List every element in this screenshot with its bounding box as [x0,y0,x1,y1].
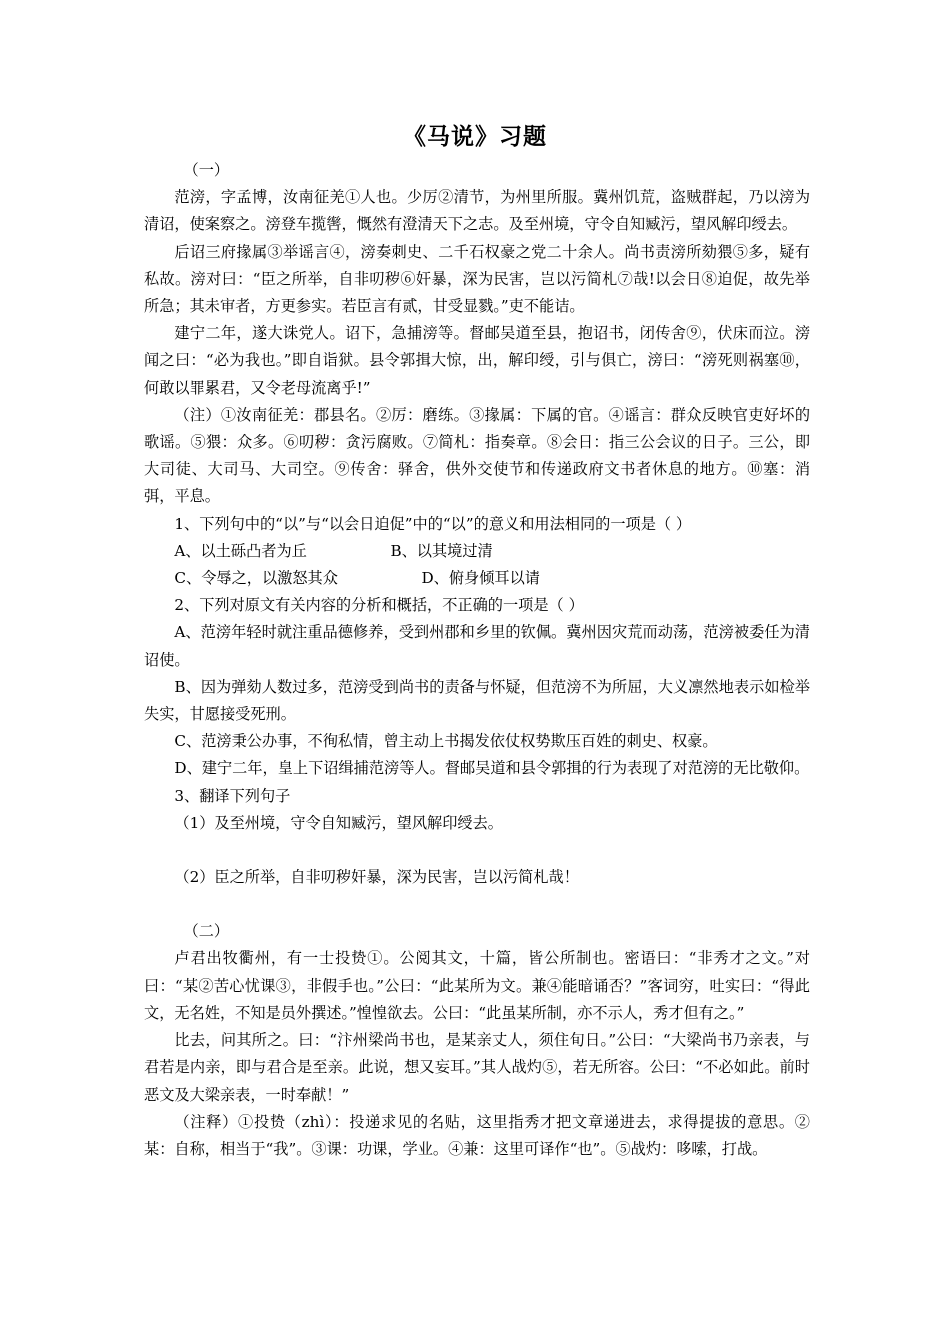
question-3: 3、翻译下列句子 [174,786,291,805]
passage-paragraph: 比去，问其所之。曰：“汴州梁尚书也，是某亲丈人，须住旬日。”公曰：“大梁尚书乃亲表，与君若是内亲，即与君合是至亲。此说，想又妄耳。”其人战灼⑤，若无所容。公曰：“不必如此。前时恶文及大梁亲表，一时奉献！” [144,1031,810,1104]
section-two-label: （二） [183,922,230,941]
question-2-option-c: C、范滂秉公办事，不徇私情，曾主动上书揭发依仗权势欺压百姓的刺史、权豪。 [174,732,718,751]
passage-paragraph: 后诏三府掾属③举谣言④，滂奏刺史、二千石权豪之党二十余人。尚书责滂所劾猥⑤多，疑有私故。滂对曰：“臣之所举，自非叨秽⑥奸暴，深为民害，岂以污简札⑦哉!以会日⑧迫促，故先举所急；其未审者，方更参实。若臣言有贰，甘受显戮。”吏不能诘。 [144,242,810,316]
question-2: 2、下列对原文有关内容的分析和概括，不正确的一项是（ ） [174,596,584,615]
passage-paragraph: 卢君出牧衢州，有一士投贽①。公阅其文，十篇，皆公所制也。密语曰：“非秀才之文。”对曰：“某②苦心忧课③，非假手也。”公曰：“此某所为文。兼④能暗诵否？”客词穷，吐实曰：“得此文，无名姓，不知是员外撰述。”惶惶欲去。公曰：“此虽某所制，亦不示人，秀才但有之。” [144,949,810,1022]
passage-paragraph: 范滂，字孟博，汝南征羌①人也。少厉②清节，为州里所服。冀州饥荒，盗贼群起，乃以滂为清诏，使案察之。滂登车揽辔，慨然有澄清天下之志。及至州境，守令自知臧污，望风解印绶去。 [144,188,810,234]
option-b: B、以其境过清 [390,541,493,560]
document-body [144,157,810,1163]
option-d: D、俯身倾耳以请 [421,569,540,588]
annotation-paragraph: （注释）①投贽（zhì）：投递求见的名贴，这里指秀才把文章递进去，求得提拔的意思。②某：自称，相当于“我”。③课：功课，学业。④兼：这里可译作“也”。⑤战灼：哆嗦，打战。 [144,1112,810,1158]
question-3-item-1: （1）及至州境，守令自知臧污，望风解印绶去。 [174,813,503,832]
passage-paragraph: 建宁二年，遂大诛党人。诏下，急捕滂等。督邮吴道至县，抱诏书，闭传舍⑨，伏床而泣。滂闻之曰：“必为我也。”即自诣狱。县令郭揖大惊，出，解印绶，引与俱亡，滂曰：“滂死则祸塞⑩，何敢以罪累君，又令老母流离乎!” [144,324,810,397]
answer-space [144,837,810,864]
question-1-options-row-1 [144,538,810,565]
question-2-option-b: B、因为弹劾人数过多，范滂受到尚书的责备与怀疑，但范滂不为所屈，大义凛然地表示如检举失实，甘愿接受死刑。 [144,677,810,724]
annotation-paragraph: （注）①汝南征羌：郡县名。②厉：磨练。③掾属：下属的官。④谣言：群众反映官吏好坏的歌谣。⑤猥：众多。⑥叨秽：贪污腐败。⑦简札：指奏章。⑧会日：指三公会议的日子。三公，即大司徒、大司马、大司空。⑨传舍：驿舍，供外交使节和传递政府文书者休息的地方。⑩塞：消弭，平息。 [144,405,810,506]
answer-space [144,891,810,918]
option-c: C、令辱之，以激怒其众 [174,569,338,588]
page-title: 《马说》习题 [403,124,547,150]
question-3-item-2: （2）臣之所举，自非叨秽奸暴，深为民害，岂以污简札哉！ [174,868,579,887]
question-2-option-a: A、范滂年轻时就注重品德修养，受到州郡和乡里的钦佩。冀州因灾荒而动荡，范滂被委任为清诏使。 [144,623,810,669]
section-one-label: （一） [183,161,230,179]
option-a: A、以土砾凸者为丘 [174,541,307,560]
question-2-option-d: D、建宁二年，皇上下诏缉捕范滂等人。督邮吴道和县令郭揖的行为表现了对范滂的无比敬仰。 [174,759,810,778]
question-1: 1、下列句中的“以”与“以会日迫促”中的“以”的意义和用法相同的一项是（ ） [174,514,692,533]
question-1-options-row-2 [144,565,810,592]
